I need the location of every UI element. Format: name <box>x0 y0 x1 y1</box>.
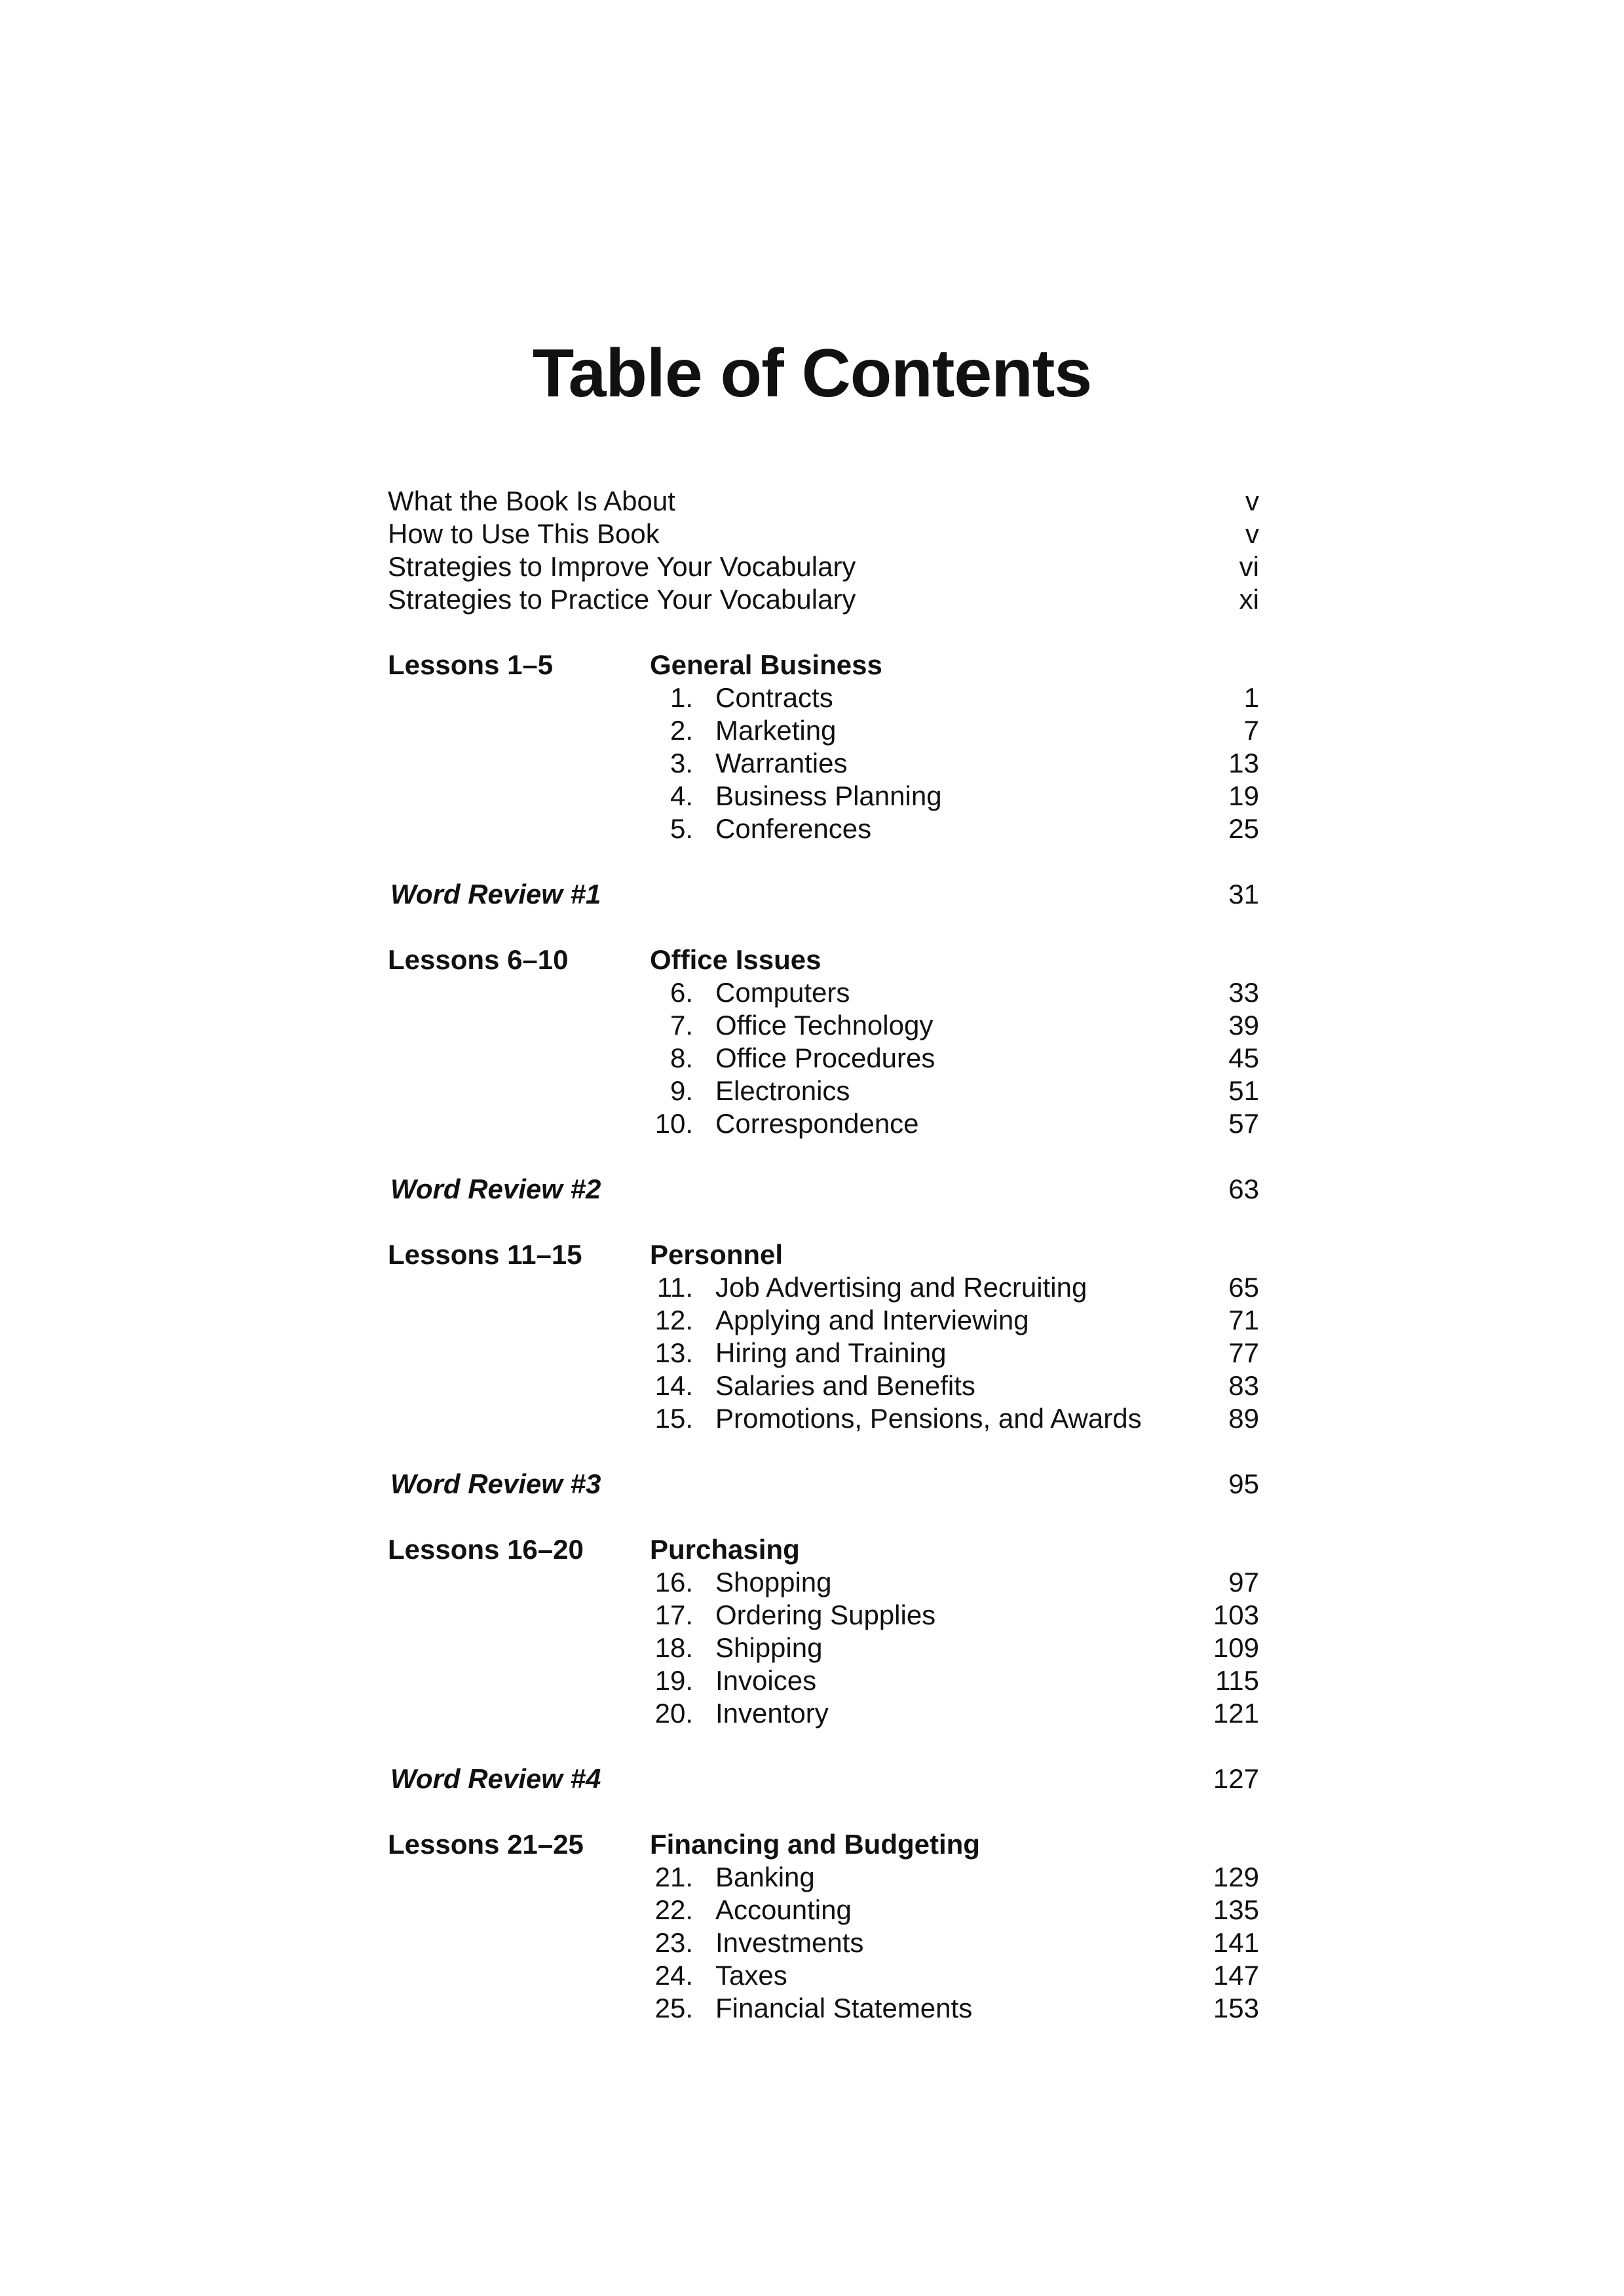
front-matter-entry <box>388 485 1259 518</box>
page-number: 89 <box>1228 1403 1259 1434</box>
section-heading[interactable]: Purchasing <box>650 1534 800 1565</box>
lesson-entry <box>388 1337 1259 1369</box>
page-number: 39 <box>1228 1010 1259 1041</box>
lesson-title[interactable]: Inventory <box>715 1698 829 1729</box>
lesson-entry <box>388 1664 1259 1697</box>
page-number: 51 <box>1228 1075 1259 1106</box>
page-number: 97 <box>1228 1567 1259 1598</box>
spacer <box>388 1730 1259 1763</box>
lesson-number: 1. <box>670 682 693 713</box>
lesson-range-label: Lessons 1–5 <box>388 649 554 680</box>
lesson-number: 21. <box>654 1862 693 1892</box>
lesson-number: 17. <box>654 1599 693 1630</box>
page-number: 95 <box>1228 1468 1259 1499</box>
lesson-title[interactable]: Applying and Interviewing <box>715 1305 1029 1335</box>
lesson-entry <box>388 1271 1259 1304</box>
lesson-title[interactable]: Salaries and Benefits <box>715 1370 975 1401</box>
word-review-entry <box>388 878 1259 911</box>
section-heading[interactable]: Financing and Budgeting <box>650 1829 980 1860</box>
lesson-entry <box>388 813 1259 845</box>
spacer <box>388 616 1259 649</box>
lesson-entry <box>388 1402 1259 1435</box>
page-number: 129 <box>1213 1862 1259 1892</box>
lesson-title[interactable]: Contracts <box>715 682 833 713</box>
lesson-entry <box>388 1042 1259 1075</box>
front-matter-entry <box>388 518 1259 550</box>
lesson-title[interactable]: Hiring and Training <box>715 1337 947 1368</box>
lesson-number: 9. <box>670 1075 693 1106</box>
spacer <box>388 1140 1259 1173</box>
lesson-number: 16. <box>654 1567 693 1598</box>
lesson-entry <box>388 1107 1259 1140</box>
lesson-range-label: Lessons 16–20 <box>388 1534 584 1565</box>
page-number: 135 <box>1213 1894 1259 1925</box>
lesson-entry <box>388 1075 1259 1107</box>
lesson-title[interactable]: Conferences <box>715 813 872 844</box>
lesson-entry <box>388 976 1259 1009</box>
page-number: 83 <box>1228 1370 1259 1401</box>
page-number: v <box>1245 518 1259 549</box>
lesson-number: 18. <box>654 1632 693 1663</box>
section-heading[interactable]: Personnel <box>650 1239 784 1270</box>
lesson-entry <box>388 1632 1259 1664</box>
lesson-group-header <box>388 1238 1259 1271</box>
lesson-number: 10. <box>654 1108 693 1139</box>
lesson-title[interactable]: Business Planning <box>715 780 942 811</box>
page-number: 141 <box>1213 1927 1259 1958</box>
lesson-range-label: Lessons 6–10 <box>388 944 569 975</box>
page-number: 33 <box>1228 977 1259 1008</box>
page-number: 77 <box>1228 1337 1259 1368</box>
spacer <box>388 1501 1259 1533</box>
entry-title[interactable]: How to Use This Book <box>388 518 660 549</box>
lesson-number: 6. <box>670 977 693 1008</box>
page-number: 19 <box>1228 780 1259 811</box>
lesson-entry <box>388 1304 1259 1337</box>
page-number: 121 <box>1213 1698 1259 1729</box>
lesson-title[interactable]: Ordering Supplies <box>715 1599 936 1630</box>
spacer <box>388 1206 1259 1238</box>
page-number: 71 <box>1228 1305 1259 1335</box>
page-number: 153 <box>1213 1993 1259 2023</box>
word-review-label[interactable]: Word Review #2 <box>390 1174 601 1204</box>
lesson-number: 23. <box>654 1927 693 1958</box>
lesson-title[interactable]: Promotions, Pensions, and Awards <box>715 1403 1142 1434</box>
page-number: 115 <box>1215 1665 1259 1696</box>
word-review-entry <box>388 1468 1259 1501</box>
lesson-range-label: Lessons 21–25 <box>388 1829 584 1860</box>
lesson-entry <box>388 780 1259 813</box>
lesson-title[interactable]: Office Procedures <box>715 1043 935 1073</box>
entry-title[interactable]: What the Book Is About <box>388 486 675 516</box>
lesson-entry <box>388 1697 1259 1730</box>
lesson-title[interactable]: Investments <box>715 1927 864 1958</box>
page-number: 45 <box>1228 1043 1259 1073</box>
lesson-number: 19. <box>654 1665 693 1696</box>
page-number: 147 <box>1213 1960 1259 1991</box>
page-number: v <box>1245 486 1259 516</box>
lesson-group-header <box>388 944 1259 976</box>
lesson-range-label: Lessons 11–15 <box>388 1239 582 1270</box>
lesson-number: 14. <box>654 1370 693 1401</box>
lesson-entry <box>388 1861 1259 1894</box>
lesson-group-header <box>388 1828 1259 1861</box>
lesson-title[interactable]: Taxes <box>715 1960 787 1991</box>
page-number: 1 <box>1243 682 1259 713</box>
entry-title[interactable]: Strategies to Practice Your Vocabulary <box>388 584 856 615</box>
lesson-entry <box>388 1959 1259 1992</box>
section-heading[interactable]: General Business <box>650 649 882 680</box>
lesson-group-header <box>388 1533 1259 1566</box>
page-number: 25 <box>1228 813 1259 844</box>
lesson-title[interactable]: Marketing <box>715 715 837 746</box>
lesson-entry <box>388 1369 1259 1402</box>
lesson-entry <box>388 714 1259 747</box>
lesson-title[interactable]: Electronics <box>715 1075 850 1106</box>
lesson-entry <box>388 1992 1259 2025</box>
lesson-number: 22. <box>654 1894 693 1925</box>
lesson-number: 3. <box>670 748 693 778</box>
word-review-label[interactable]: Word Review #1 <box>390 879 601 909</box>
word-review-label[interactable]: Word Review #4 <box>390 1763 601 1794</box>
lesson-title[interactable]: Job Advertising and Recruiting <box>715 1272 1087 1303</box>
lesson-number: 13. <box>654 1337 693 1368</box>
spacer <box>388 911 1259 944</box>
page-number: 7 <box>1243 715 1259 746</box>
lesson-title[interactable]: Shipping <box>715 1632 823 1663</box>
page-number: xi <box>1239 584 1259 615</box>
lesson-number: 7. <box>670 1010 693 1041</box>
lesson-title[interactable]: Shopping <box>715 1567 832 1598</box>
lesson-number: 24. <box>654 1960 693 1991</box>
spacer <box>388 1795 1259 1828</box>
page-number: 65 <box>1228 1272 1259 1303</box>
page-number: vi <box>1239 551 1259 582</box>
lesson-entry <box>388 1009 1259 1042</box>
lesson-number: 25. <box>654 1993 693 2023</box>
lesson-entry <box>388 1566 1259 1599</box>
lesson-entry <box>388 747 1259 780</box>
page-number: 109 <box>1213 1632 1259 1663</box>
lesson-title[interactable]: Warranties <box>715 748 848 778</box>
lesson-title[interactable]: Accounting <box>715 1894 852 1925</box>
page-number: 63 <box>1228 1174 1259 1204</box>
lesson-title[interactable]: Computers <box>715 977 850 1008</box>
lesson-number: 12. <box>654 1305 693 1335</box>
lesson-number: 15. <box>654 1403 693 1434</box>
spacer <box>388 1435 1259 1468</box>
page-number: 13 <box>1228 748 1259 778</box>
page-title: Table of Contents <box>532 335 1092 411</box>
lesson-title[interactable]: Office Technology <box>715 1010 934 1041</box>
front-matter-entry <box>388 583 1259 616</box>
page-number: 57 <box>1228 1108 1259 1139</box>
table-of-contents <box>388 485 1259 2025</box>
lesson-number: 20. <box>654 1698 693 1729</box>
word-review-entry <box>388 1173 1259 1206</box>
lesson-number: 4. <box>670 780 693 811</box>
lesson-entry <box>388 1926 1259 1959</box>
entry-title[interactable]: Strategies to Improve Your Vocabulary <box>388 551 856 582</box>
section-heading[interactable]: Office Issues <box>650 944 821 975</box>
lesson-number: 5. <box>670 813 693 844</box>
page-number: 31 <box>1228 879 1259 909</box>
lesson-entry <box>388 1599 1259 1632</box>
page-number: 127 <box>1213 1763 1259 1794</box>
word-review-entry <box>388 1763 1259 1795</box>
lesson-group-header <box>388 649 1259 681</box>
lesson-title[interactable]: Banking <box>715 1862 815 1892</box>
lesson-title[interactable]: Correspondence <box>715 1108 919 1139</box>
front-matter-entry <box>388 550 1259 583</box>
spacer <box>388 845 1259 878</box>
word-review-label[interactable]: Word Review #3 <box>390 1468 601 1499</box>
lesson-entry <box>388 681 1259 714</box>
page-number: 103 <box>1213 1599 1259 1630</box>
lesson-entry <box>388 1894 1259 1926</box>
lesson-number: 11. <box>656 1272 693 1303</box>
lesson-number: 8. <box>670 1043 693 1073</box>
lesson-title[interactable]: Invoices <box>715 1665 817 1696</box>
lesson-number: 2. <box>670 715 693 746</box>
lesson-title[interactable]: Financial Statements <box>715 1993 973 2023</box>
